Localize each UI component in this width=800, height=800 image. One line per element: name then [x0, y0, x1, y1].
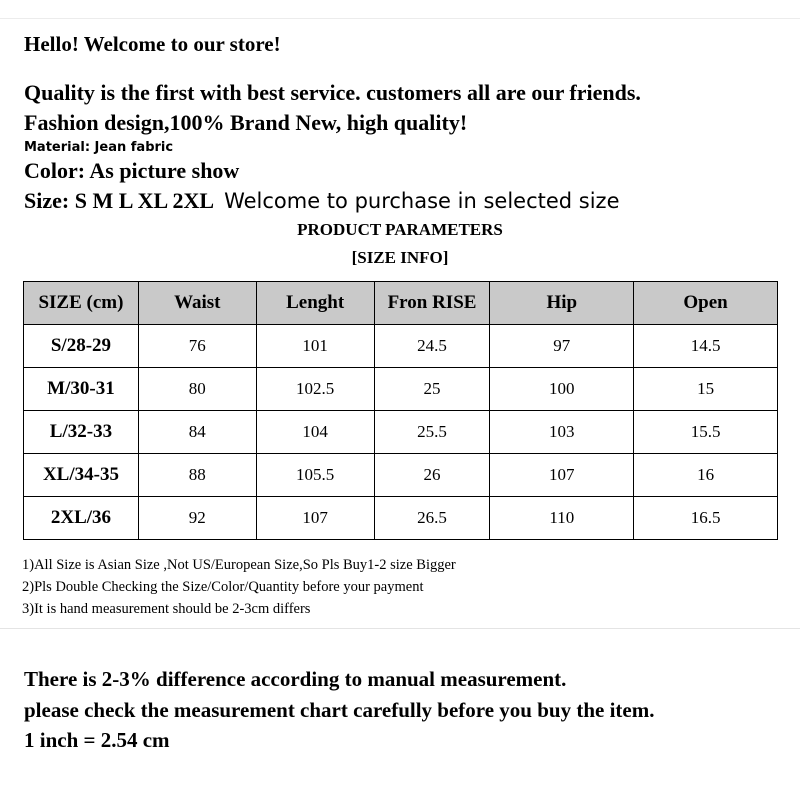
size-label: Size: S M L XL 2XL: [24, 188, 215, 213]
table-row: [24, 368, 778, 411]
product-parameters-title: PRODUCT PARAMETERS: [297, 220, 503, 239]
table-cell: 76: [138, 325, 256, 368]
table-cell: 102.5: [256, 368, 374, 411]
header-length: Lenght: [256, 282, 374, 325]
table-cell: 107: [256, 497, 374, 540]
table-cell: 110: [490, 497, 634, 540]
top-divider: [0, 18, 800, 19]
table-cell: M/30-31: [24, 368, 139, 411]
note-item: 1)All Size is Asian Size ,Not US/European Size,So Pls Buy1-2 size Bigger: [22, 557, 456, 573]
table-cell: 14.5: [634, 325, 778, 368]
table-cell: 2XL/36: [24, 497, 139, 540]
table-header-row: [24, 282, 778, 325]
table-cell: 16: [634, 454, 778, 497]
size-chart-table: [23, 281, 778, 540]
quality-text: Quality is the first with best service. customers all are our friends.: [24, 80, 641, 105]
size-line: [24, 188, 620, 214]
table-cell: 80: [138, 368, 256, 411]
header-hip: Hip: [490, 282, 634, 325]
material-text: Material: Jean fabric: [24, 140, 174, 155]
header-size: SIZE (cm): [24, 282, 139, 325]
table-cell: 107: [490, 454, 634, 497]
note-item: 3)It is hand measurement should be 2-3cm differs: [22, 601, 311, 617]
table-cell: XL/34-35: [24, 454, 139, 497]
table-row: [24, 411, 778, 454]
table-row: [24, 325, 778, 368]
table-cell: 105.5: [256, 454, 374, 497]
note-item: 2)Pls Double Checking the Size/Color/Quantity before your payment: [22, 579, 424, 595]
table-cell: 103: [490, 411, 634, 454]
table-cell: 84: [138, 411, 256, 454]
color-text: Color: As picture show: [24, 158, 240, 183]
table-cell: S/28-29: [24, 325, 139, 368]
table-cell: 15.5: [634, 411, 778, 454]
size-notes: [22, 554, 456, 620]
table-row: [24, 454, 778, 497]
table-cell: 15: [634, 368, 778, 411]
section-divider: [0, 628, 800, 629]
table-cell: 24.5: [374, 325, 490, 368]
table-cell: 25.5: [374, 411, 490, 454]
table-cell: 92: [138, 497, 256, 540]
fashion-text: Fashion design,100% Brand New, high quality!: [24, 110, 468, 135]
table-cell: 25: [374, 368, 490, 411]
difference-note: There is 2-3% difference according to manual measurement.: [24, 667, 567, 691]
header-open: Open: [634, 282, 778, 325]
table-cell: 104: [256, 411, 374, 454]
greeting-text: Hello! Welcome to our store!: [24, 32, 281, 56]
table-row: [24, 497, 778, 540]
table-cell: 16.5: [634, 497, 778, 540]
table-cell: 100: [490, 368, 634, 411]
header-waist: Waist: [138, 282, 256, 325]
size-note: Welcome to purchase in selected size: [224, 189, 620, 213]
table-cell: 97: [490, 325, 634, 368]
check-chart-note: please check the measurement chart carefully before you buy the item.: [24, 698, 655, 722]
size-info-subtitle: [SIZE INFO]: [351, 248, 449, 267]
table-cell: L/32-33: [24, 411, 139, 454]
inch-conversion: 1 inch = 2.54 cm: [24, 728, 170, 752]
table-cell: 88: [138, 454, 256, 497]
table-cell: 26: [374, 454, 490, 497]
table-cell: 101: [256, 325, 374, 368]
table-cell: 26.5: [374, 497, 490, 540]
header-front-rise: Fron RISE: [374, 282, 490, 325]
